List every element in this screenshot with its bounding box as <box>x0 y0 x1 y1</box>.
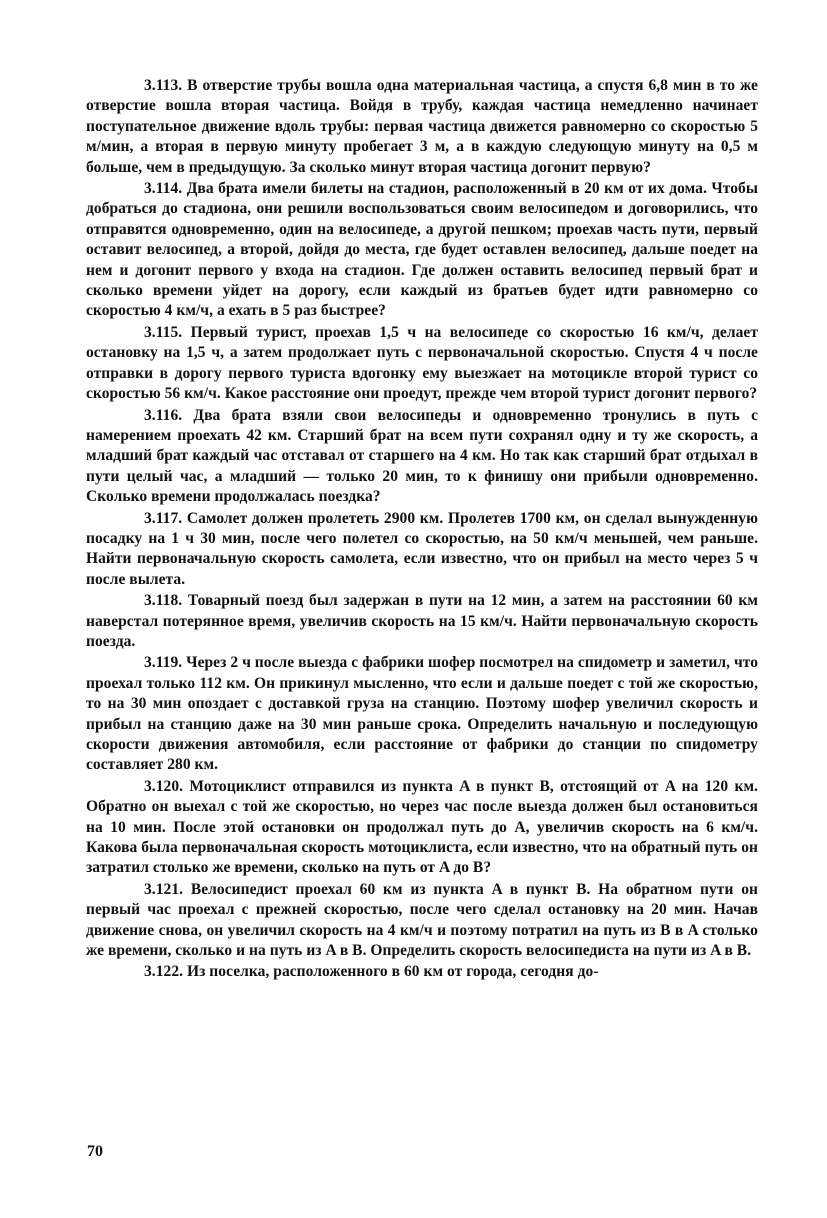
problem-3-114 <box>86 179 758 322</box>
problem-number: 3.115. <box>144 323 183 341</box>
problem-3-120 <box>86 777 758 879</box>
problem-text: Через 2 ч после выезда с фабрики шофер посмотрел на спидометр и заметил, что проехал только 112 км. Он прикинул мысленно, что если и дальше поедет с той же скоростью, то на 30 мин опоздает с доставкой груза на станцию. Поэтому шофер увеличил скорость и прибыл на станцию даже на 30 мин раньше срока. Определить начальную и последующую скорости движения автомобиля, если расстояние от фабрики до станции по спидометру составляет 280 км. <box>86 654 758 774</box>
problem-number: 3.116. <box>144 406 183 424</box>
problem-3-117 <box>86 509 758 591</box>
problem-number: 3.117. <box>144 509 183 527</box>
problem-text: Первый турист, проехав 1,5 ч на велосипеде со скоростью 16 км/ч, делает остановку на 1,5 ч, а затем продолжает путь с первоначальной скоростью. Спустя 4 ч после отправки в дорогу первого туриста вдогонку ему выезжает на мотоцикле второй турист со скоростью 56 км/ч. Какое расстояние они проедут, прежде чем второй турист догонит первого? <box>86 323 758 403</box>
problem-3-115 <box>86 323 758 405</box>
problem-text: В отверстие трубы вошла одна материальная частица, а спустя 6,8 мин в то же отверстие вошла вторая частица. Войдя в трубу, каждая частица немедленно начинает поступательное движение вдоль трубы: первая частица движется равномерно со скоростью 5 м/мин, а вторая в первую минуту пробегает 3 м, а в каждую следующую минуту на 0,5 м больше, чем в предыдущую. За сколько минут вторая частица догонит первую? <box>86 77 758 176</box>
problem-number: 3.120. <box>144 777 184 795</box>
problem-3-122 <box>86 962 758 982</box>
problem-3-113 <box>86 76 758 178</box>
problem-number: 3.122. <box>144 963 184 981</box>
problem-text: Из поселка, расположенного в 60 км от города, сегодня до- <box>187 963 599 981</box>
problem-text: Велосипедист проехал 60 км из пункта A в пункт B. На обратном пути он первый час проехал с прежней скоростью, после чего сделал остановку на 20 мин. Начав движение снова, он увеличил скорость на 4 км/ч и поэтому потратил на путь из B в A столько же времени, сколько и на путь из A в B. Определить скорость велосипедиста на пути из A в B. <box>86 880 758 960</box>
problem-number: 3.121. <box>144 880 184 898</box>
problem-number: 3.113. <box>144 77 183 94</box>
page-body <box>86 76 758 1176</box>
problem-text: Товарный поезд был задержан в пути на 12 мин, а затем на расстоянии 60 км наверстал потерянное время, увеличив скорость на 15 км/ч. Найти первоначальную скорость поезда. <box>86 592 758 650</box>
problem-3-118 <box>86 591 758 652</box>
problem-text: Самолет должен пролететь 2900 км. Пролетев 1700 км, он сделал вынужденную посадку на 1 ч 30 мин, после чего полетел со скоростью, на 50 км/ч меньшей, чем раньше. Найти первоначальную скорость самолета, если известно, что он прибыл на место через 5 ч после вылета. <box>86 509 758 588</box>
problem-number: 3.119. <box>144 654 183 672</box>
problem-3-121 <box>86 880 758 962</box>
problem-text: Два брата имели билеты на стадион, расположенный в 20 км от их дома. Чтобы добраться до стадиона, они решили воспользоваться своим велосипедом и договорились, что отправятся одновременно, один на велосипеде, а другой пешком; проехав часть пути, первый оставит велосипед, а второй, дойдя до места, где будет оставлен велосипед, дальше поедет на нем и догонит первого у входа на стадион. Где должен оставить велосипед первый брат и сколько времени уйдет на дорогу, если каждый из братьев будет идти равномерно со скоростью 4 км/ч, а ехать в 5 раз быстрее? <box>86 180 758 320</box>
problem-3-116 <box>86 406 758 508</box>
problem-text: Два брата взяли свои велосипеды и одновременно тронулись в путь с намерением проехать 42 км. Старший брат на всем пути сохранял одну и ту же скорость, а младший брат каждый час отставал от старшего на 4 км. Но так как старший брат отдыхал в пути целый час, а младший — только 20 мин, то к финишу они прибыли одновременно. Сколько времени продолжалась поездка? <box>86 406 758 506</box>
page-number: 70 <box>87 1143 103 1160</box>
problem-number: 3.118. <box>144 592 183 610</box>
problem-3-119 <box>86 653 758 775</box>
problem-number: 3.114. <box>144 180 183 198</box>
problem-text: Мотоциклист отправился из пункта A в пункт B, отстоящий от A на 120 км. Обратно он выехал с той же скоростью, но через час после выезда должен был остановиться на 10 мин. После этой остановки он продолжал путь до A, увеличив скорость на 6 км/ч. Какова была первоначальная скорость мотоциклиста, если известно, что на обратный путь он затратил столько же времени, сколько на путь от A до B? <box>86 777 758 877</box>
